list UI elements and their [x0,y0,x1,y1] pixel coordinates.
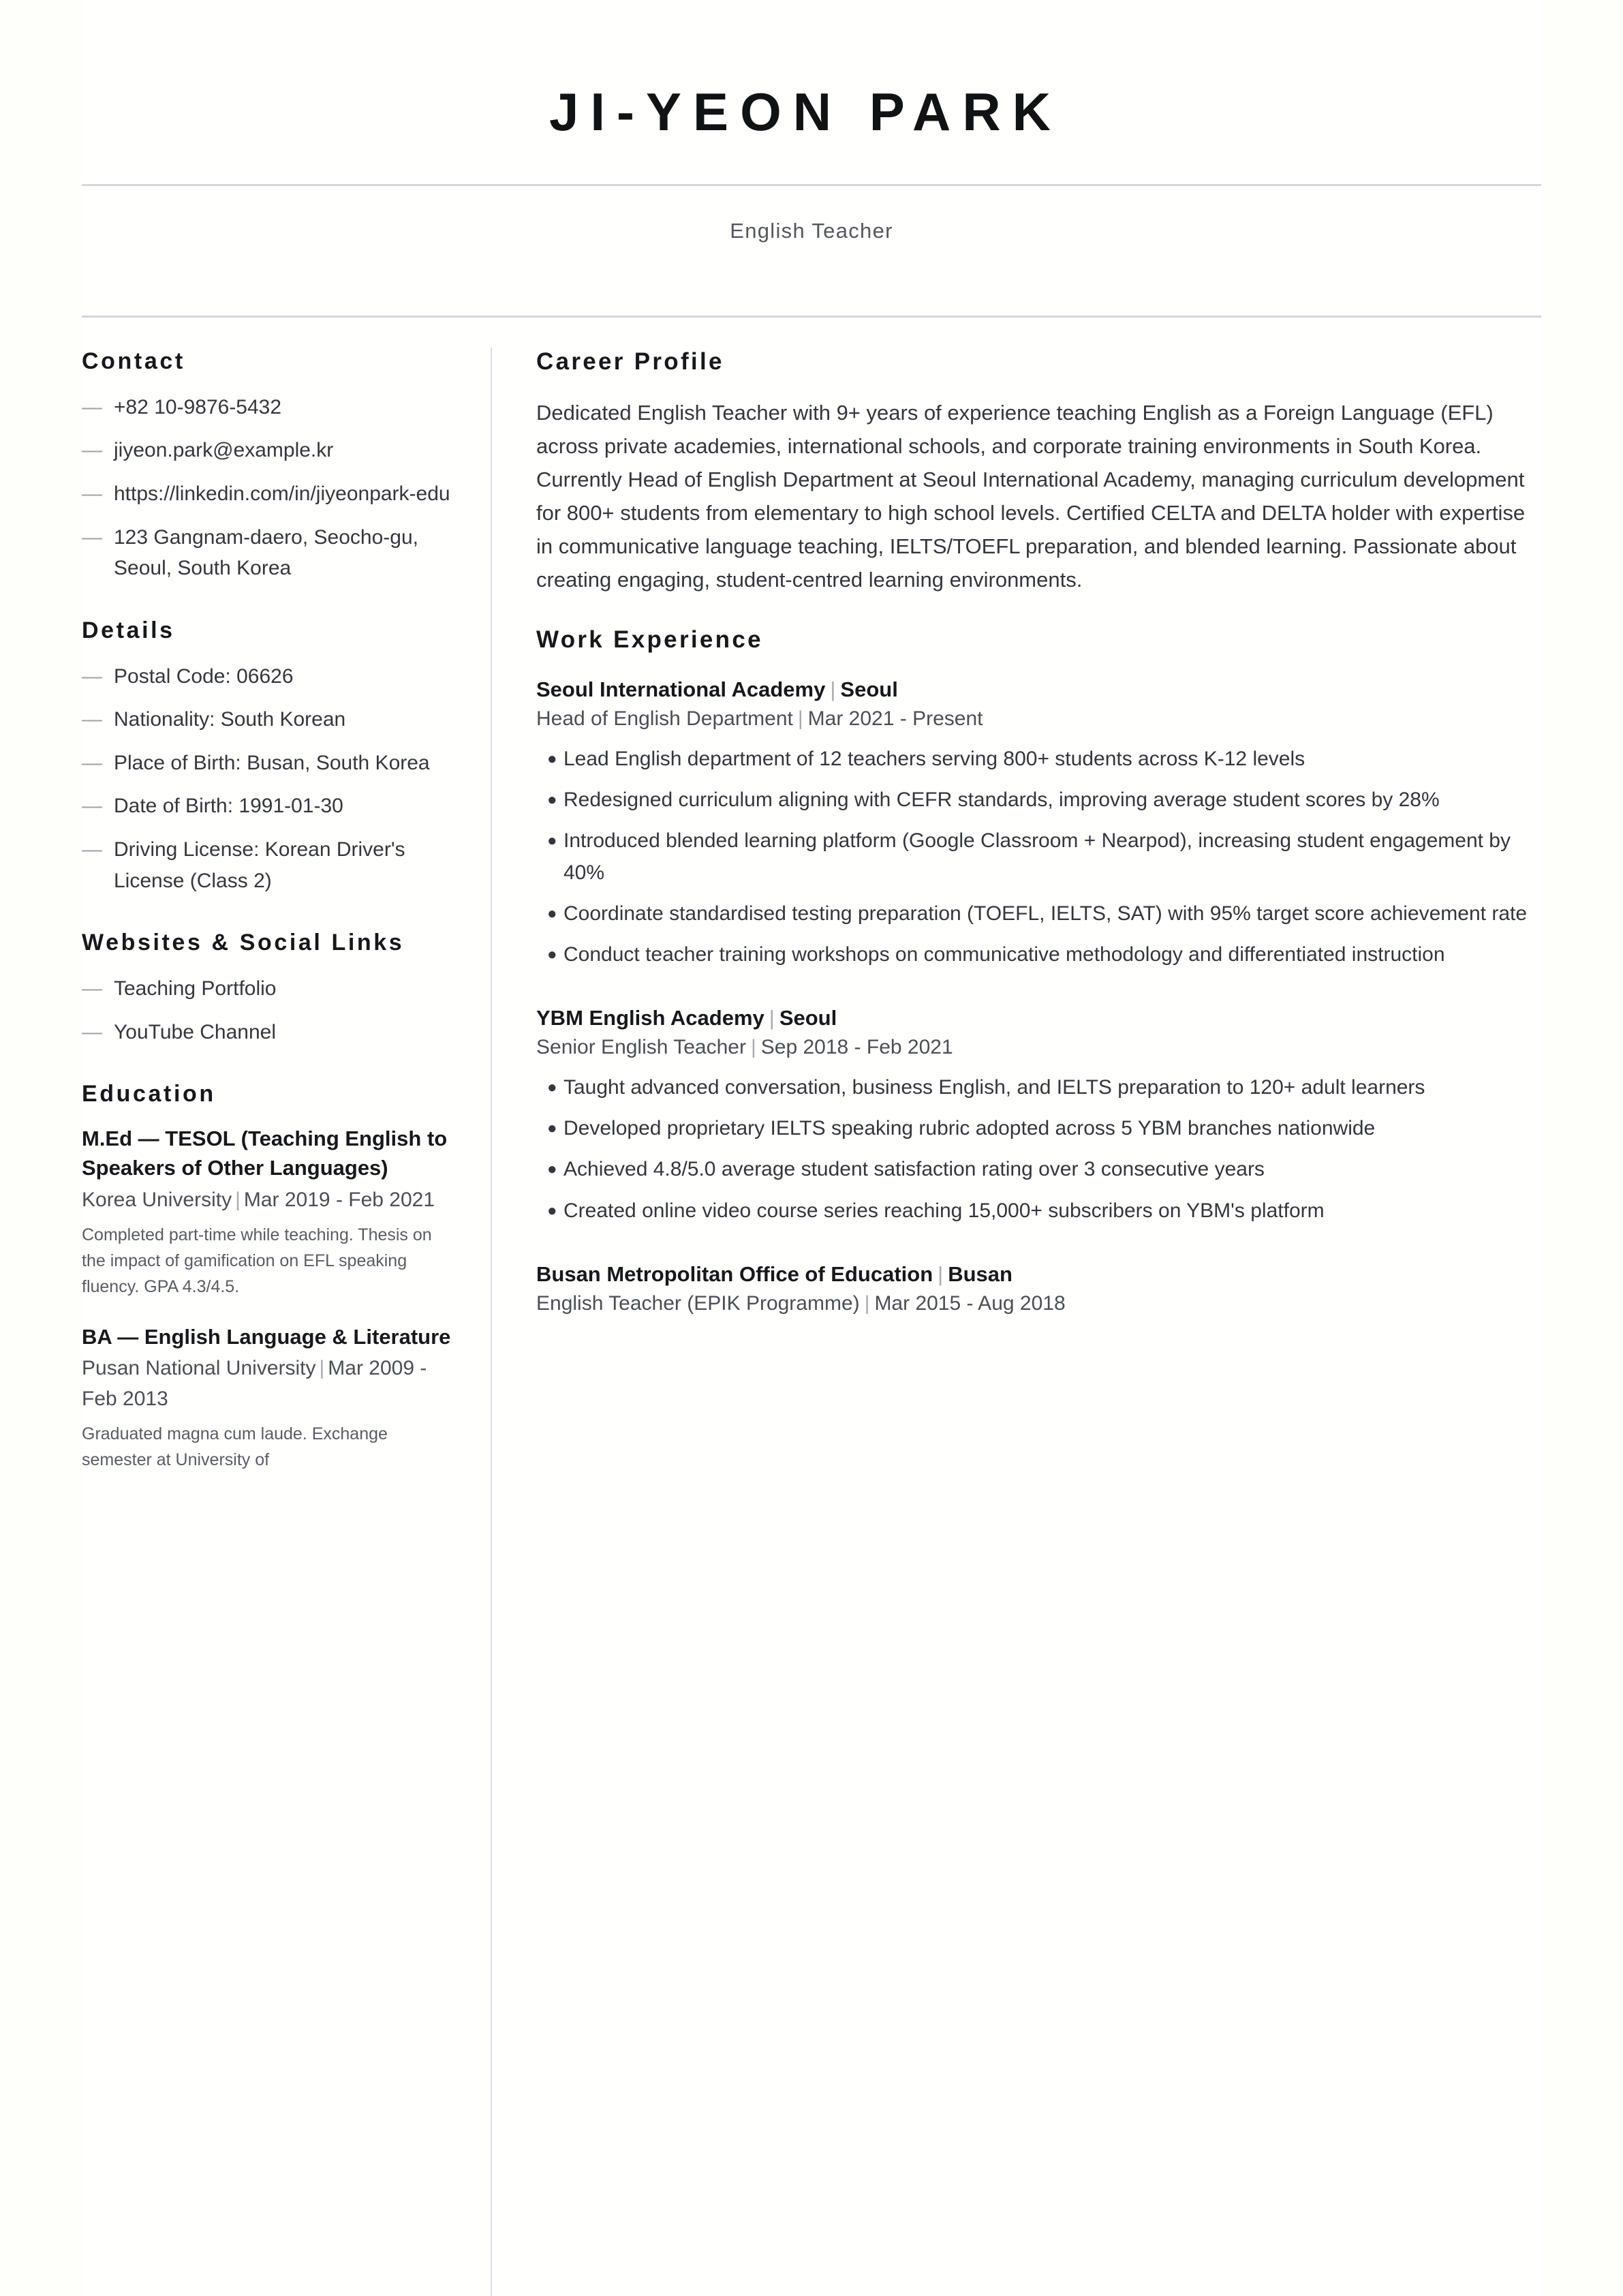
dash-icon: — [82,664,102,688]
education-meta [82,1353,451,1414]
education-institution: Korea University [82,1188,232,1211]
link-teaching-portfolio[interactable]: Teaching Portfolio [114,977,277,1000]
contact-list [82,392,451,584]
list-item [82,704,451,735]
education-description: Completed part-time while teaching. Thesis on the impact of gamification on EFL speaking fluency. GPA 4.3/4.5. [82,1225,432,1296]
contact-linkedin: https://linkedin.com/in/jiyeonpark-edu [114,482,450,505]
details-section [82,615,451,896]
bullet-text: Redesigned curriculum aligning with CEFR standards, improving average student scores by 28% [563,789,1440,812]
list-item [536,1154,1541,1185]
education-dates: Mar 2009 - Feb 2013 [82,1357,427,1411]
bullet-icon: ● [547,904,557,923]
bullet-icon: ● [547,1201,557,1220]
bullet-text: Created online video course series reaching 15,000+ subscribers on YBM's platform [563,1199,1325,1222]
sidebar [82,346,491,1505]
job-entry [536,1259,1541,1319]
dash-icon: — [82,977,102,1000]
job-location: Busan [948,1261,1013,1286]
job-role: Head of English Department [536,707,793,731]
career-profile-text: Dedicated English Teacher with 9+ years of experience teaching English as a Foreign Language (EFL) across private academies, international schools, and corporate training environments in South Korea. Currently Head of English Department at Seoul International Academy, managing curriculum development for 800+ students from elementary to high school levels. Certified CELTA and DELTA holder with expertise in communicative language teaching, IELTS/TOEFL preparation, and blended learning. Passionate about creating engaging, student-centred learning environments. [536,401,1526,592]
list-item[interactable] [82,522,451,584]
separator-icon: | [830,677,836,702]
list-item[interactable] [82,392,451,423]
details-heading: Details [82,617,175,643]
list-item[interactable] [82,973,451,1005]
career-profile-section [536,346,1541,597]
separator-icon: | [864,1292,870,1315]
bullet-icon: ● [547,1077,557,1097]
detail-postal-code: Postal Code: 06626 [114,664,294,688]
dash-icon: — [82,751,102,774]
job-role: English Teacher (EPIK Programme) [536,1292,860,1315]
separator-icon: | [750,1036,756,1059]
bullet-icon: ● [547,945,557,964]
bullet-text: Developed proprietary IELTS speaking rubric adopted across 5 YBM branches nationwide [563,1117,1376,1140]
job-dates: Mar 2021 - Present [807,707,983,731]
dash-icon: — [82,1020,102,1043]
job-role-line [536,1032,1541,1062]
main-content [492,346,1541,1351]
dash-icon: — [82,838,102,861]
resume-body [82,318,1541,2296]
work-experience-heading: Work Experience [536,626,763,653]
education-degree: M.Ed — TESOL (Teaching English to Speakers of Other Languages) [82,1127,448,1180]
job-location: Seoul [779,1006,837,1030]
job-dates: Sep 2018 - Feb 2021 [760,1036,953,1059]
page-title: JI-YEON PARK [549,82,1062,142]
websites-heading: Websites & Social Links [82,930,405,956]
job-entry [536,675,1541,970]
bullet-icon: ● [547,1160,557,1179]
dash-icon: — [82,795,102,818]
contact-heading: Contact [82,348,185,374]
job-company: Busan Metropolitan Office of Education [536,1261,933,1286]
list-item [536,939,1541,970]
education-dates: Mar 2019 - Feb 2021 [243,1188,435,1211]
education-entry [82,1124,451,1300]
contact-phone: +82 10-9876-5432 [114,395,282,418]
career-profile-heading: Career Profile [536,348,724,375]
education-degree: BA — English Language & Literature [82,1324,451,1349]
detail-date-of-birth: Date of Birth: 1991-01-30 [114,795,343,818]
dash-icon: — [82,525,102,549]
link-youtube-channel[interactable]: YouTube Channel [114,1020,276,1043]
job-role-line [536,1289,1541,1319]
list-item [536,1072,1541,1103]
bullet-icon: ● [547,831,557,851]
job-title-subtitle: English Teacher [730,218,893,243]
education-heading: Education [82,1081,216,1107]
education-description: Graduated magna cum laude. Exchange semester at University of [82,1424,388,1470]
job-bullet-list [536,1072,1541,1227]
list-item[interactable] [82,1017,451,1048]
list-item [82,748,451,779]
bullet-text: Coordinate standardised testing preparation (TOEFL, IELTS, SAT) with 95% target score achievement rate [563,902,1528,925]
list-item [82,791,451,822]
job-company-line [536,1003,1541,1032]
job-company-line [536,675,1541,704]
bullet-text: Conduct teacher training workshops on communicative methodology and differentiated instruction [563,943,1445,966]
job-role-line [536,704,1541,734]
bullet-text: Introduced blended learning platform (Google Classroom + Nearpod), increasing student engagement by 40% [563,829,1511,884]
contact-section [82,346,451,584]
list-item [536,784,1541,816]
dash-icon: — [82,482,102,505]
bullet-text: Achieved 4.8/5.0 average student satisfaction rating over 3 consecutive years [563,1158,1265,1181]
detail-driving-license: Driving License: Korean Driver's License (Class 2) [114,838,405,892]
contact-address: 123 Gangnam-daero, Seocho-gu, Seoul, South Korea [114,525,418,580]
education-section [82,1079,451,1473]
resume-header [82,0,1541,318]
list-item [536,744,1541,775]
detail-nationality: Nationality: South Korean [114,708,346,731]
websites-section [82,928,451,1047]
list-item [82,661,451,692]
bullet-icon: ● [547,749,557,768]
resume-sheet [82,0,1541,2296]
bullet-icon: ● [547,1119,557,1138]
job-company: YBM English Academy [536,1006,764,1030]
bullet-text: Taught advanced conversation, business English, and IELTS preparation to 120+ adult learners [563,1075,1425,1099]
job-location: Seoul [840,677,898,702]
list-item [536,1195,1541,1227]
list-item[interactable] [82,478,451,510]
dash-icon: — [82,708,102,731]
bullet-icon: ● [547,791,557,810]
job-dates: Mar 2015 - Aug 2018 [874,1292,1066,1315]
dash-icon: — [82,395,102,418]
education-meta [82,1184,451,1215]
list-item [536,825,1541,888]
job-company: Seoul International Academy [536,677,826,702]
separator-icon: | [235,1188,241,1211]
bullet-text: Lead English department of 12 teachers serving 800+ students across K-12 levels [563,747,1305,770]
job-bullet-list [536,744,1541,970]
job-entry [536,1003,1541,1227]
list-item [82,834,451,896]
separator-icon: | [797,707,803,731]
education-institution: Pusan National University [82,1357,316,1380]
websites-list [82,973,451,1047]
dash-icon: — [82,439,102,462]
separator-icon: | [319,1357,325,1380]
list-item[interactable] [82,435,451,466]
details-list [82,661,451,897]
detail-place-of-birth: Place of Birth: Busan, South Korea [114,751,430,774]
list-item [536,898,1541,930]
work-experience-section [536,624,1541,1319]
separator-icon: | [938,1261,944,1286]
contact-email: jiyeon.park@example.kr [114,439,334,462]
list-item [536,1113,1541,1144]
job-company-line [536,1259,1541,1289]
separator-icon: | [769,1006,775,1030]
education-entry [82,1323,451,1473]
job-role: Senior English Teacher [536,1036,746,1059]
